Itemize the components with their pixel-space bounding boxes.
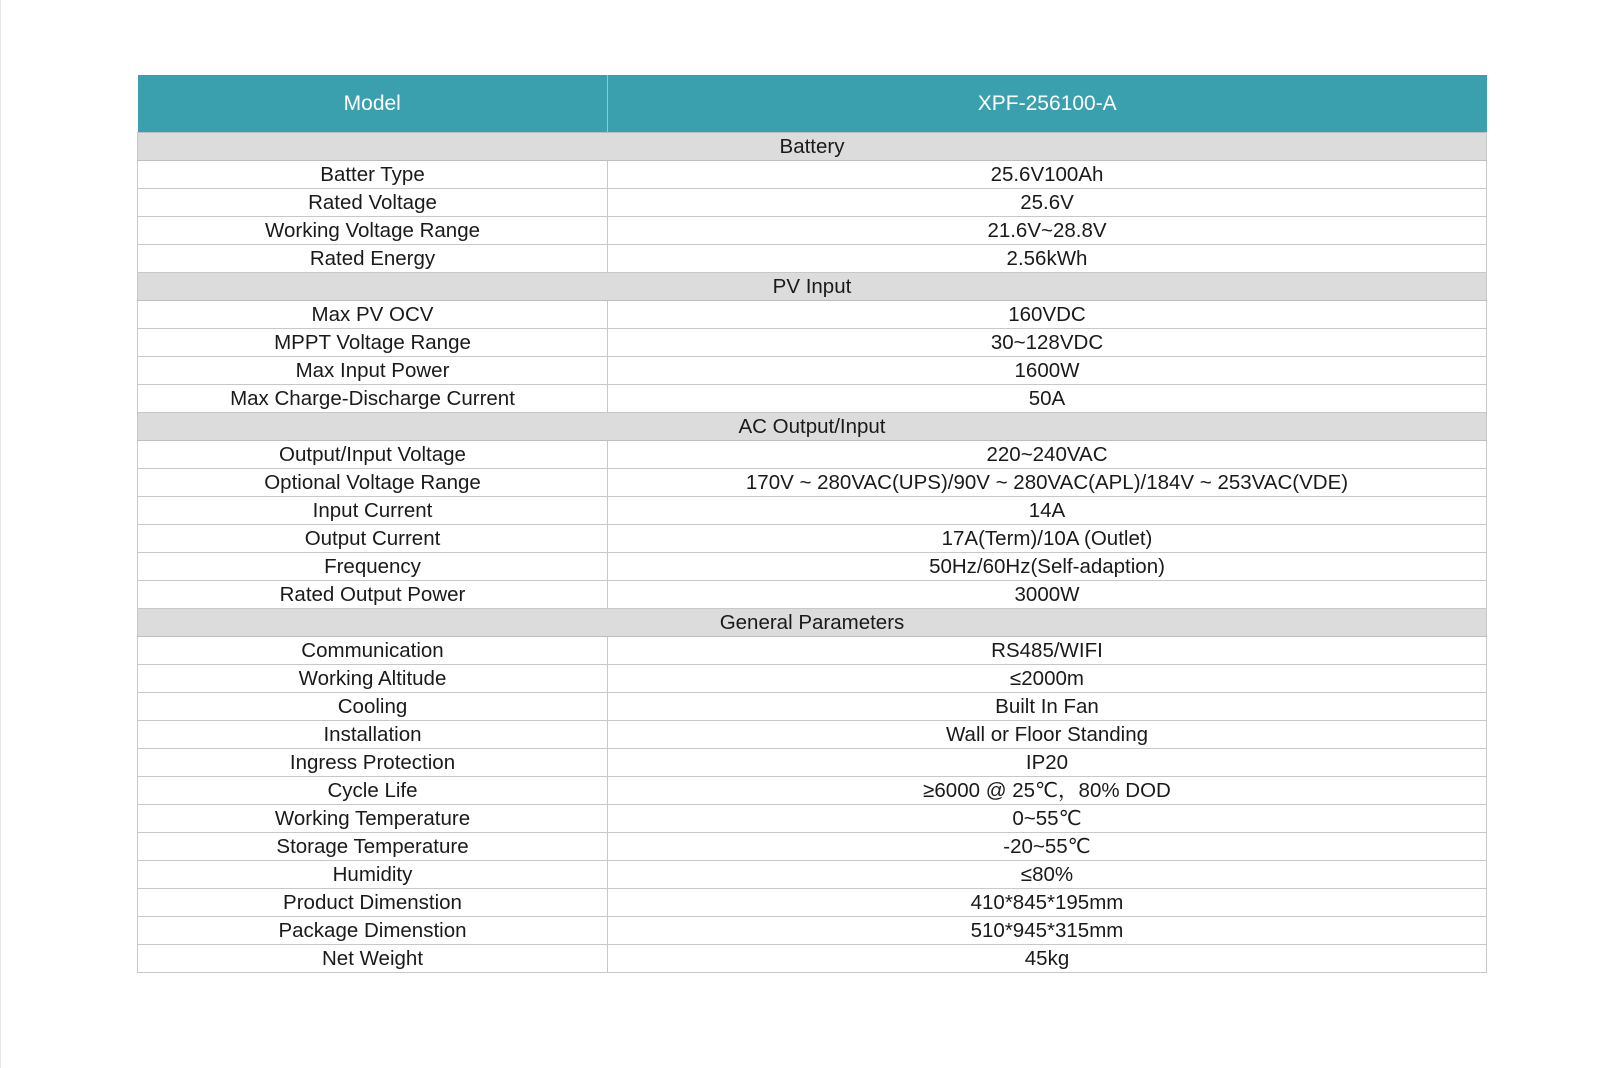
table-row — [138, 217, 1487, 245]
spec-label: Storage Temperature — [138, 833, 608, 861]
spec-value: 410*845*195mm — [608, 889, 1487, 917]
spec-value: Wall or Floor Standing — [608, 721, 1487, 749]
table-row — [138, 665, 1487, 693]
spec-value: 160VDC — [608, 301, 1487, 329]
spec-label: Cooling — [138, 693, 608, 721]
spec-label: Working Voltage Range — [138, 217, 608, 245]
model-header-value: XPF-256100-A — [608, 75, 1487, 133]
spec-value: 0~55℃ — [608, 805, 1487, 833]
table-row — [138, 721, 1487, 749]
table-row — [138, 161, 1487, 189]
section-row — [138, 413, 1487, 441]
spec-label: Package Dimenstion — [138, 917, 608, 945]
spec-label: Output Current — [138, 525, 608, 553]
spec-label: Input Current — [138, 497, 608, 525]
spec-value: 3000W — [608, 581, 1487, 609]
table-row — [138, 637, 1487, 665]
spec-value: IP20 — [608, 749, 1487, 777]
spec-value: -20~55℃ — [608, 833, 1487, 861]
table-row — [138, 749, 1487, 777]
spec-value: 220~240VAC — [608, 441, 1487, 469]
spec-value: 50Hz/60Hz(Self-adaption) — [608, 553, 1487, 581]
spec-label: Humidity — [138, 861, 608, 889]
spec-label: Rated Voltage — [138, 189, 608, 217]
spec-label: Product Dimenstion — [138, 889, 608, 917]
spec-value: 25.6V100Ah — [608, 161, 1487, 189]
section-title: PV Input — [138, 273, 1487, 301]
table-row — [138, 329, 1487, 357]
section-title: Battery — [138, 133, 1487, 161]
spec-label: Max Input Power — [138, 357, 608, 385]
table-row — [138, 357, 1487, 385]
section-row — [138, 273, 1487, 301]
spec-label: Ingress Protection — [138, 749, 608, 777]
spec-label: MPPT Voltage Range — [138, 329, 608, 357]
spec-label: Working Temperature — [138, 805, 608, 833]
table-row — [138, 777, 1487, 805]
table-header-row — [138, 75, 1487, 133]
table-row — [138, 805, 1487, 833]
spec-label: Output/Input Voltage — [138, 441, 608, 469]
spec-label: Rated Energy — [138, 245, 608, 273]
table-row — [138, 917, 1487, 945]
spec-value: Built In Fan — [608, 693, 1487, 721]
table-row — [138, 245, 1487, 273]
section-row — [138, 609, 1487, 637]
spec-value: ≥6000 @ 25℃，80% DOD — [608, 777, 1487, 805]
spec-value: 170V ~ 280VAC(UPS)/90V ~ 280VAC(APL)/184V ~ 253VAC(VDE) — [608, 469, 1487, 497]
spec-value: RS485/WIFI — [608, 637, 1487, 665]
spec-label: Frequency — [138, 553, 608, 581]
section-row — [138, 133, 1487, 161]
spec-value: 30~128VDC — [608, 329, 1487, 357]
table-row — [138, 525, 1487, 553]
table-row — [138, 553, 1487, 581]
spec-label: Rated Output Power — [138, 581, 608, 609]
spec-value: ≤2000m — [608, 665, 1487, 693]
model-header-label: Model — [138, 75, 608, 133]
table-row — [138, 189, 1487, 217]
table-row — [138, 497, 1487, 525]
table-row — [138, 833, 1487, 861]
spec-label: Max Charge-Discharge Current — [138, 385, 608, 413]
spec-label: Batter Type — [138, 161, 608, 189]
spec-label: Working Altitude — [138, 665, 608, 693]
spec-label: Communication — [138, 637, 608, 665]
spec-value: 2.56kWh — [608, 245, 1487, 273]
spec-table-body — [138, 133, 1487, 973]
spec-label: Max PV OCV — [138, 301, 608, 329]
spec-label: Cycle Life — [138, 777, 608, 805]
spec-value: 1600W — [608, 357, 1487, 385]
table-row — [138, 301, 1487, 329]
table-row — [138, 441, 1487, 469]
spec-value: 45kg — [608, 945, 1487, 973]
page-edge-divider — [0, 0, 1, 1068]
spec-label: Optional Voltage Range — [138, 469, 608, 497]
table-row — [138, 385, 1487, 413]
table-row — [138, 945, 1487, 973]
spec-value: 14A — [608, 497, 1487, 525]
spec-label: Installation — [138, 721, 608, 749]
spec-value: 17A(Term)/10A (Outlet) — [608, 525, 1487, 553]
table-row — [138, 581, 1487, 609]
section-title: General Parameters — [138, 609, 1487, 637]
spec-value: 25.6V — [608, 189, 1487, 217]
table-row — [138, 861, 1487, 889]
spec-label: Net Weight — [138, 945, 608, 973]
spec-value: ≤80% — [608, 861, 1487, 889]
spec-value: 510*945*315mm — [608, 917, 1487, 945]
spec-value: 50A — [608, 385, 1487, 413]
spec-table — [137, 75, 1487, 973]
section-title: AC Output/Input — [138, 413, 1487, 441]
table-row — [138, 469, 1487, 497]
table-row — [138, 889, 1487, 917]
spec-value: 21.6V~28.8V — [608, 217, 1487, 245]
table-row — [138, 693, 1487, 721]
